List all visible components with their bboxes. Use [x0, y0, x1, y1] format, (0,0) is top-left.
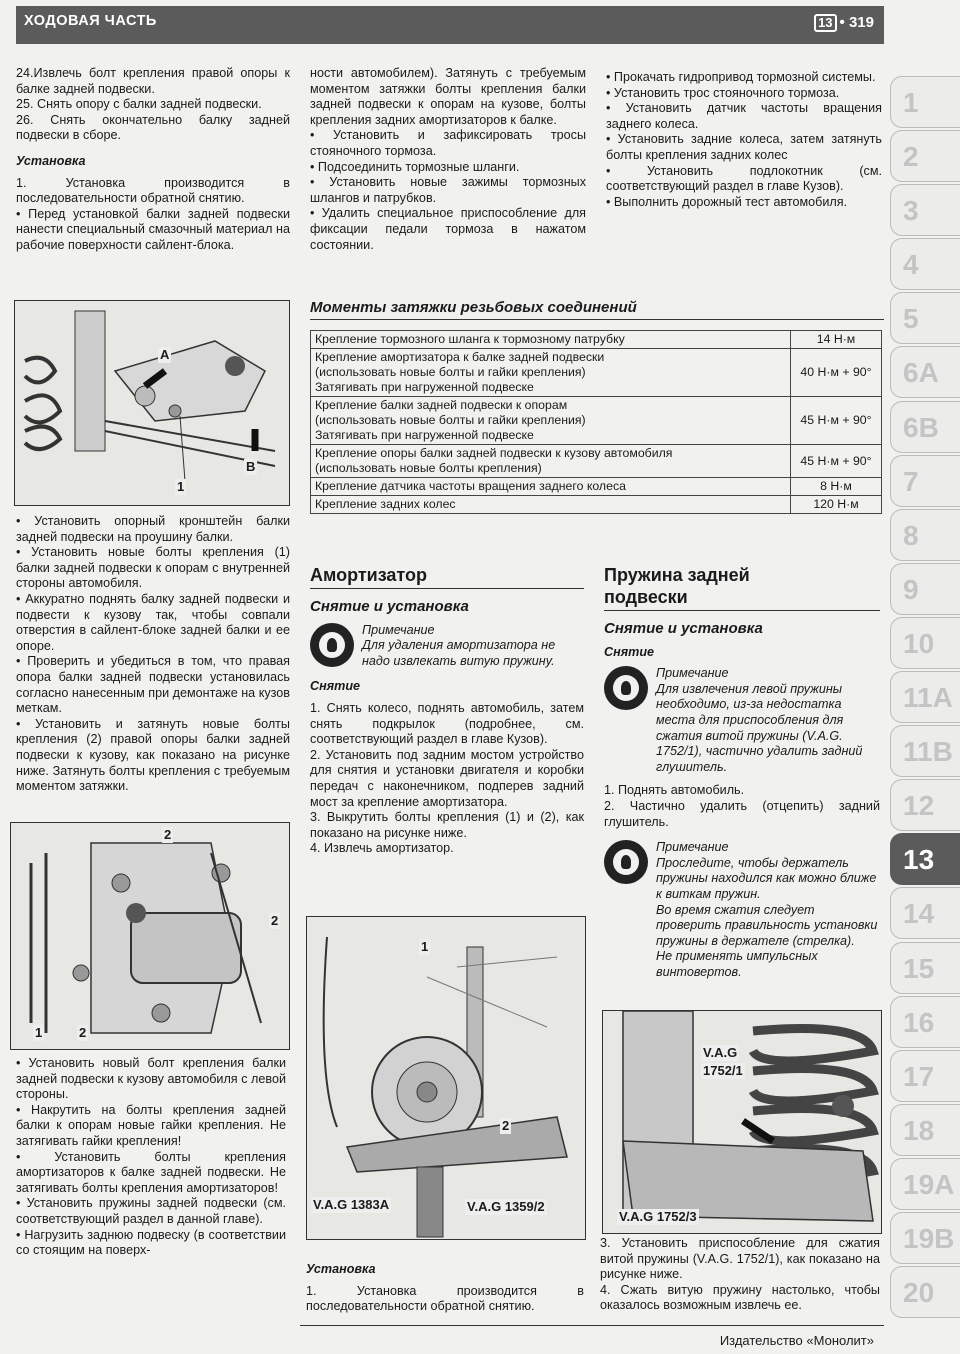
step: 2. Установить под задним мостом устройство для снятия и установки двигателя и коробки передач с наконечником, подперев задний мост за крепление амортизатора. [310, 747, 584, 809]
paragraph: • Перед установкой балки задней подвески нанести специальный смазочный материал на рабочие поверхности сайлент-блока. [16, 206, 290, 252]
paragraph: • Установить датчик частоты вращения заднего колеса. [606, 101, 882, 131]
chapter-tabs [890, 76, 960, 1320]
paragraph: • Удалить специальное приспособление для фиксации педали тормоза в нажатом состоянии. [310, 206, 586, 252]
tool-label-1359: V.A.G 1359/2 [467, 1199, 545, 1214]
shock-subtitle: Снятие и установка [310, 598, 469, 615]
spring-compressor-drawing [603, 1011, 881, 1233]
paragraph: • Аккуратно поднять балку задней подвески и подвести к кузову так, чтобы совпали отверстия в сайлент-блоке задней балки и ее опоре. [16, 591, 290, 653]
shock-section [310, 564, 584, 857]
note-text: Для удаления амортизатора не надо извлекать витую пружину. [362, 638, 556, 668]
desc-line: (использовать новые болты и гайки крепления) [315, 413, 586, 427]
left-column-top [16, 66, 290, 254]
step: 4. Сжать витую пружину настолько, чтобы оказалось возможным извлечь ее. [600, 1282, 880, 1313]
label-2: 2 [164, 827, 172, 842]
paragraph: • Установить задние колеса, затем затянуть болты крепления задних колес [606, 132, 882, 162]
label-2: 2 [79, 1025, 87, 1040]
spring-note-1 [604, 666, 880, 775]
chapter-tab[interactable]: 16 [890, 996, 960, 1048]
label-1: 1 [35, 1025, 43, 1040]
shock-note [310, 623, 584, 670]
paragraph: • Установить и зафиксировать тросы стояночного тормоза. [310, 128, 586, 158]
shock-install [306, 1252, 584, 1315]
note-line: Не применять импульсных винтовертов. [656, 949, 818, 979]
desc-line: Крепление датчика частоты вращения заднего колеса [315, 479, 626, 493]
chapter-badge: 13 [814, 14, 836, 32]
torque-desc [311, 478, 791, 496]
torque-desc [311, 496, 791, 514]
spring-title [604, 564, 880, 611]
figure-rear-beam-mount [14, 300, 290, 506]
desc-line: Затягивать при нагруженной подвеске [315, 380, 534, 394]
paragraph: 26. Снять окончательно балку задней подвески в сборе. [16, 112, 290, 143]
desc-line: Крепление балки задней подвески к опорам [315, 398, 568, 412]
torque-desc [311, 397, 791, 445]
table-row [311, 349, 882, 397]
note-text: Для извлечения левой пружины необходимо, из-за недостатка места для приспособления для сжатия витой пружины (V.A.G. 1752/1), частично удалить задний глушитель. [656, 681, 863, 774]
install-heading: Установка [306, 1262, 376, 1276]
desc-line: Крепление тормозного шланга к тормозному патрубку [315, 332, 625, 346]
spring-note-2 [604, 840, 880, 980]
paragraph: 25. Снять опору с балки задней подвески. [16, 97, 262, 112]
table-row [311, 478, 882, 496]
figure-right-support [10, 822, 290, 1050]
label-b: B [246, 459, 256, 474]
note-line: Проследите, чтобы держатель пружины находился как можно ближе к виткам пружин. [656, 855, 877, 901]
spring-title-line: Пружина задней [604, 565, 750, 585]
table-row [311, 445, 882, 478]
label-2: 2 [502, 1118, 510, 1133]
tool-label-1752-3: V.A.G 1752/3 [619, 1209, 697, 1224]
shock-title: Амортизатор [310, 564, 584, 589]
step: 1. Установка производится в последовательности обратной снятию. [306, 1283, 584, 1314]
note-title: Примечание [656, 840, 729, 855]
section-title: ХОДОВАЯ ЧАСТЬ [24, 13, 157, 29]
shock-removal-drawing [307, 917, 585, 1239]
step: 3. Выкрутить болты крепления (1) и (2), как показано на рисунке ниже. [310, 810, 584, 840]
paragraph: • Установить и затянуть новые болты крепления (2) правой опоры балки задней подвески к кузову, как показано на рисунке ниже. Затянуть болты крепления с требуемым моментом затяжки. [16, 716, 290, 794]
torque-desc [311, 331, 791, 349]
paragraph: • Подсоединить тормозные шланги. [310, 159, 520, 174]
label-1: 1 [177, 479, 185, 494]
table-row [311, 496, 882, 514]
paragraph: • Установить опорный кронштейн балки задней подвески на проушину балки. [16, 514, 290, 544]
paragraph: • Проверить и убедиться в том, что правая опора балки задней подвески установилась согласно нанесенным при демонтаже на кузов меткам. [16, 654, 290, 716]
paragraph: • Установить новые зажимы тормозных шлангов и патрубков. [310, 175, 586, 205]
spring-subtitle: Снятие и установка [604, 620, 763, 637]
figure-spring-compressor [602, 1010, 882, 1234]
chapter-tab[interactable]: 12 [890, 779, 960, 831]
chapter-tab[interactable]: 15 [890, 942, 960, 994]
spring-title-line: подвески [604, 587, 688, 607]
paragraph: • Накрутить на болты крепления задней балки к опорам новые гайки крепления. Не затягивать гайки крепления! [16, 1102, 286, 1148]
lightbulb-icon [604, 840, 648, 884]
chapter-tab[interactable]: 11A [890, 671, 960, 723]
chapter-tab[interactable]: 13 [890, 833, 960, 885]
torque-value: 120 Н·м [791, 496, 882, 514]
tool-label-1752-1: V.A.G [703, 1045, 738, 1060]
table-row [311, 397, 882, 445]
page-separator: • [839, 14, 845, 31]
step: 4. Извлечь амортизатор. [310, 841, 454, 856]
paragraph: 1. Установка производится в последовательности обратной снятию. [16, 175, 290, 206]
publisher: Издательство «Монолит» [719, 1333, 874, 1348]
paragraph: • Выполнить дорожный тест автомобиля. [606, 194, 848, 209]
torque-value: 45 Н·м + 90° [791, 397, 882, 445]
step: 1. Снять колесо, поднять автомобиль, затем снять подкрылок (подробнее, см. соответствующий раздел в главе Кузов). [310, 700, 584, 747]
torque-desc [311, 445, 791, 478]
paragraph: ности автомобилем). Затянуть с требуемым моментом затяжки болты крепления балки задней подвески к опорам на кузове, болты крепления задних амортизаторов к балке. [310, 66, 586, 127]
note-line: Во время сжатия следует проверить правильность установки пружины в держателе (стрелка). [656, 902, 878, 948]
figure-shock-removal [306, 916, 586, 1240]
lightbulb-icon [604, 666, 648, 710]
install-heading: Установка [16, 153, 86, 168]
chapter-tab[interactable]: 11B [890, 725, 960, 777]
right-support-drawing [11, 823, 289, 1049]
chapter-tab[interactable]: 10 [890, 617, 960, 669]
chapter-tab[interactable]: 6A [890, 346, 960, 398]
desc-line: Затягивать при нагруженной подвеске [315, 428, 534, 442]
paragraph: • Установить болты крепления амортизаторов к балке задней подвески. Не затягивать болты крепления амортизаторов! [16, 1149, 286, 1195]
chapter-tab[interactable]: 6B [890, 401, 960, 453]
tool-label-1383a: V.A.G 1383A [313, 1197, 390, 1212]
chapter-tab[interactable]: 19B [890, 1212, 960, 1264]
table-row [311, 331, 882, 349]
chapter-tab[interactable]: 8 [890, 509, 960, 561]
paragraph: • Установить подлокотник (см. соответствующий раздел в главе Кузов). [606, 163, 882, 194]
desc-line: Крепление амортизатора к балке задней подвески [315, 350, 605, 364]
chapter-tab[interactable]: 9 [890, 563, 960, 615]
chapter-tab[interactable]: 1 [890, 76, 960, 128]
torque-table-title: Моменты затяжки резьбовых соединений [310, 300, 884, 320]
paragraph: 24.Извлечь болт крепления правой опоры к балке задней подвески. [16, 66, 290, 96]
tool-label-1752-1-number: 1752/1 [703, 1063, 743, 1078]
spring-section [604, 564, 880, 988]
torque-value: 8 Н·м [791, 478, 882, 496]
step: 1. Поднять автомобиль. [604, 783, 745, 798]
step: 2. Частично удалить (отцепить) задний глушитель. [604, 798, 880, 829]
paragraph: • Установить новые болты крепления (1) балки задней подвески к опорам с внутренней стороны автомобиля. [16, 545, 290, 591]
label-a: A [160, 347, 170, 362]
footer-divider [300, 1325, 884, 1326]
torque-value: 40 Н·м + 90° [791, 349, 882, 397]
desc-line: (использовать новые болты крепления) [315, 461, 542, 475]
paragraph: • Прокачать гидропривод тормозной системы. [606, 70, 876, 84]
desc-line: Крепление опоры балки задней подвески к кузову автомобиля [315, 446, 673, 460]
chapter-tab[interactable]: 17 [890, 1050, 960, 1102]
removal-heading: Снятие [310, 679, 361, 694]
label-1: 1 [421, 939, 429, 954]
spring-steps-b [600, 1236, 880, 1314]
page-number-block [814, 14, 874, 32]
note-title: Примечание [362, 622, 435, 637]
paragraph: • Нагрузить заднюю подвеску (в соответствии со стоящим на поверх- [16, 1227, 286, 1258]
chapter-tab[interactable]: 18 [890, 1104, 960, 1156]
desc-line: (использовать новые болты и гайки крепления) [315, 365, 586, 379]
page-number: 319 [848, 14, 874, 31]
torque-value: 14 Н·м [791, 331, 882, 349]
desc-line: Крепление задних колес [315, 497, 456, 511]
paragraph: • Установить трос стояночного тормоза. [606, 85, 840, 100]
chapter-tab[interactable]: 7 [890, 455, 960, 507]
chapter-tab[interactable]: 14 [890, 887, 960, 939]
removal-heading: Снятие [604, 644, 655, 659]
chapter-tab[interactable]: 3 [890, 184, 960, 236]
middle-column-top [310, 66, 586, 253]
chapter-tab[interactable]: 19A [890, 1158, 960, 1210]
right-column-top [606, 70, 882, 210]
chapter-tab[interactable]: 20 [890, 1266, 960, 1318]
label-2: 2 [271, 913, 279, 928]
lightbulb-icon [310, 623, 354, 667]
left-column-bottom [16, 1056, 286, 1259]
paragraph: • Установить новый болт крепления балки задней подвески к кузову автомобиля с левой стороны. [16, 1056, 286, 1102]
torque-table [310, 330, 882, 514]
chapter-tab[interactable]: 5 [890, 292, 960, 344]
chapter-tab[interactable]: 2 [890, 130, 960, 182]
left-column-middle [16, 514, 290, 795]
paragraph: • Установить пружины задней подвески (см. соответствующий раздел в данной главе). [16, 1196, 286, 1226]
chapter-tab[interactable]: 4 [890, 238, 960, 290]
step: 3. Установить приспособление для сжатия витой пружины (V.A.G. 1752/1), как показано на рисунке ниже. [600, 1236, 880, 1282]
torque-value: 45 Н·м + 90° [791, 445, 882, 478]
note-title: Примечание [656, 666, 729, 681]
torque-desc [311, 349, 791, 397]
